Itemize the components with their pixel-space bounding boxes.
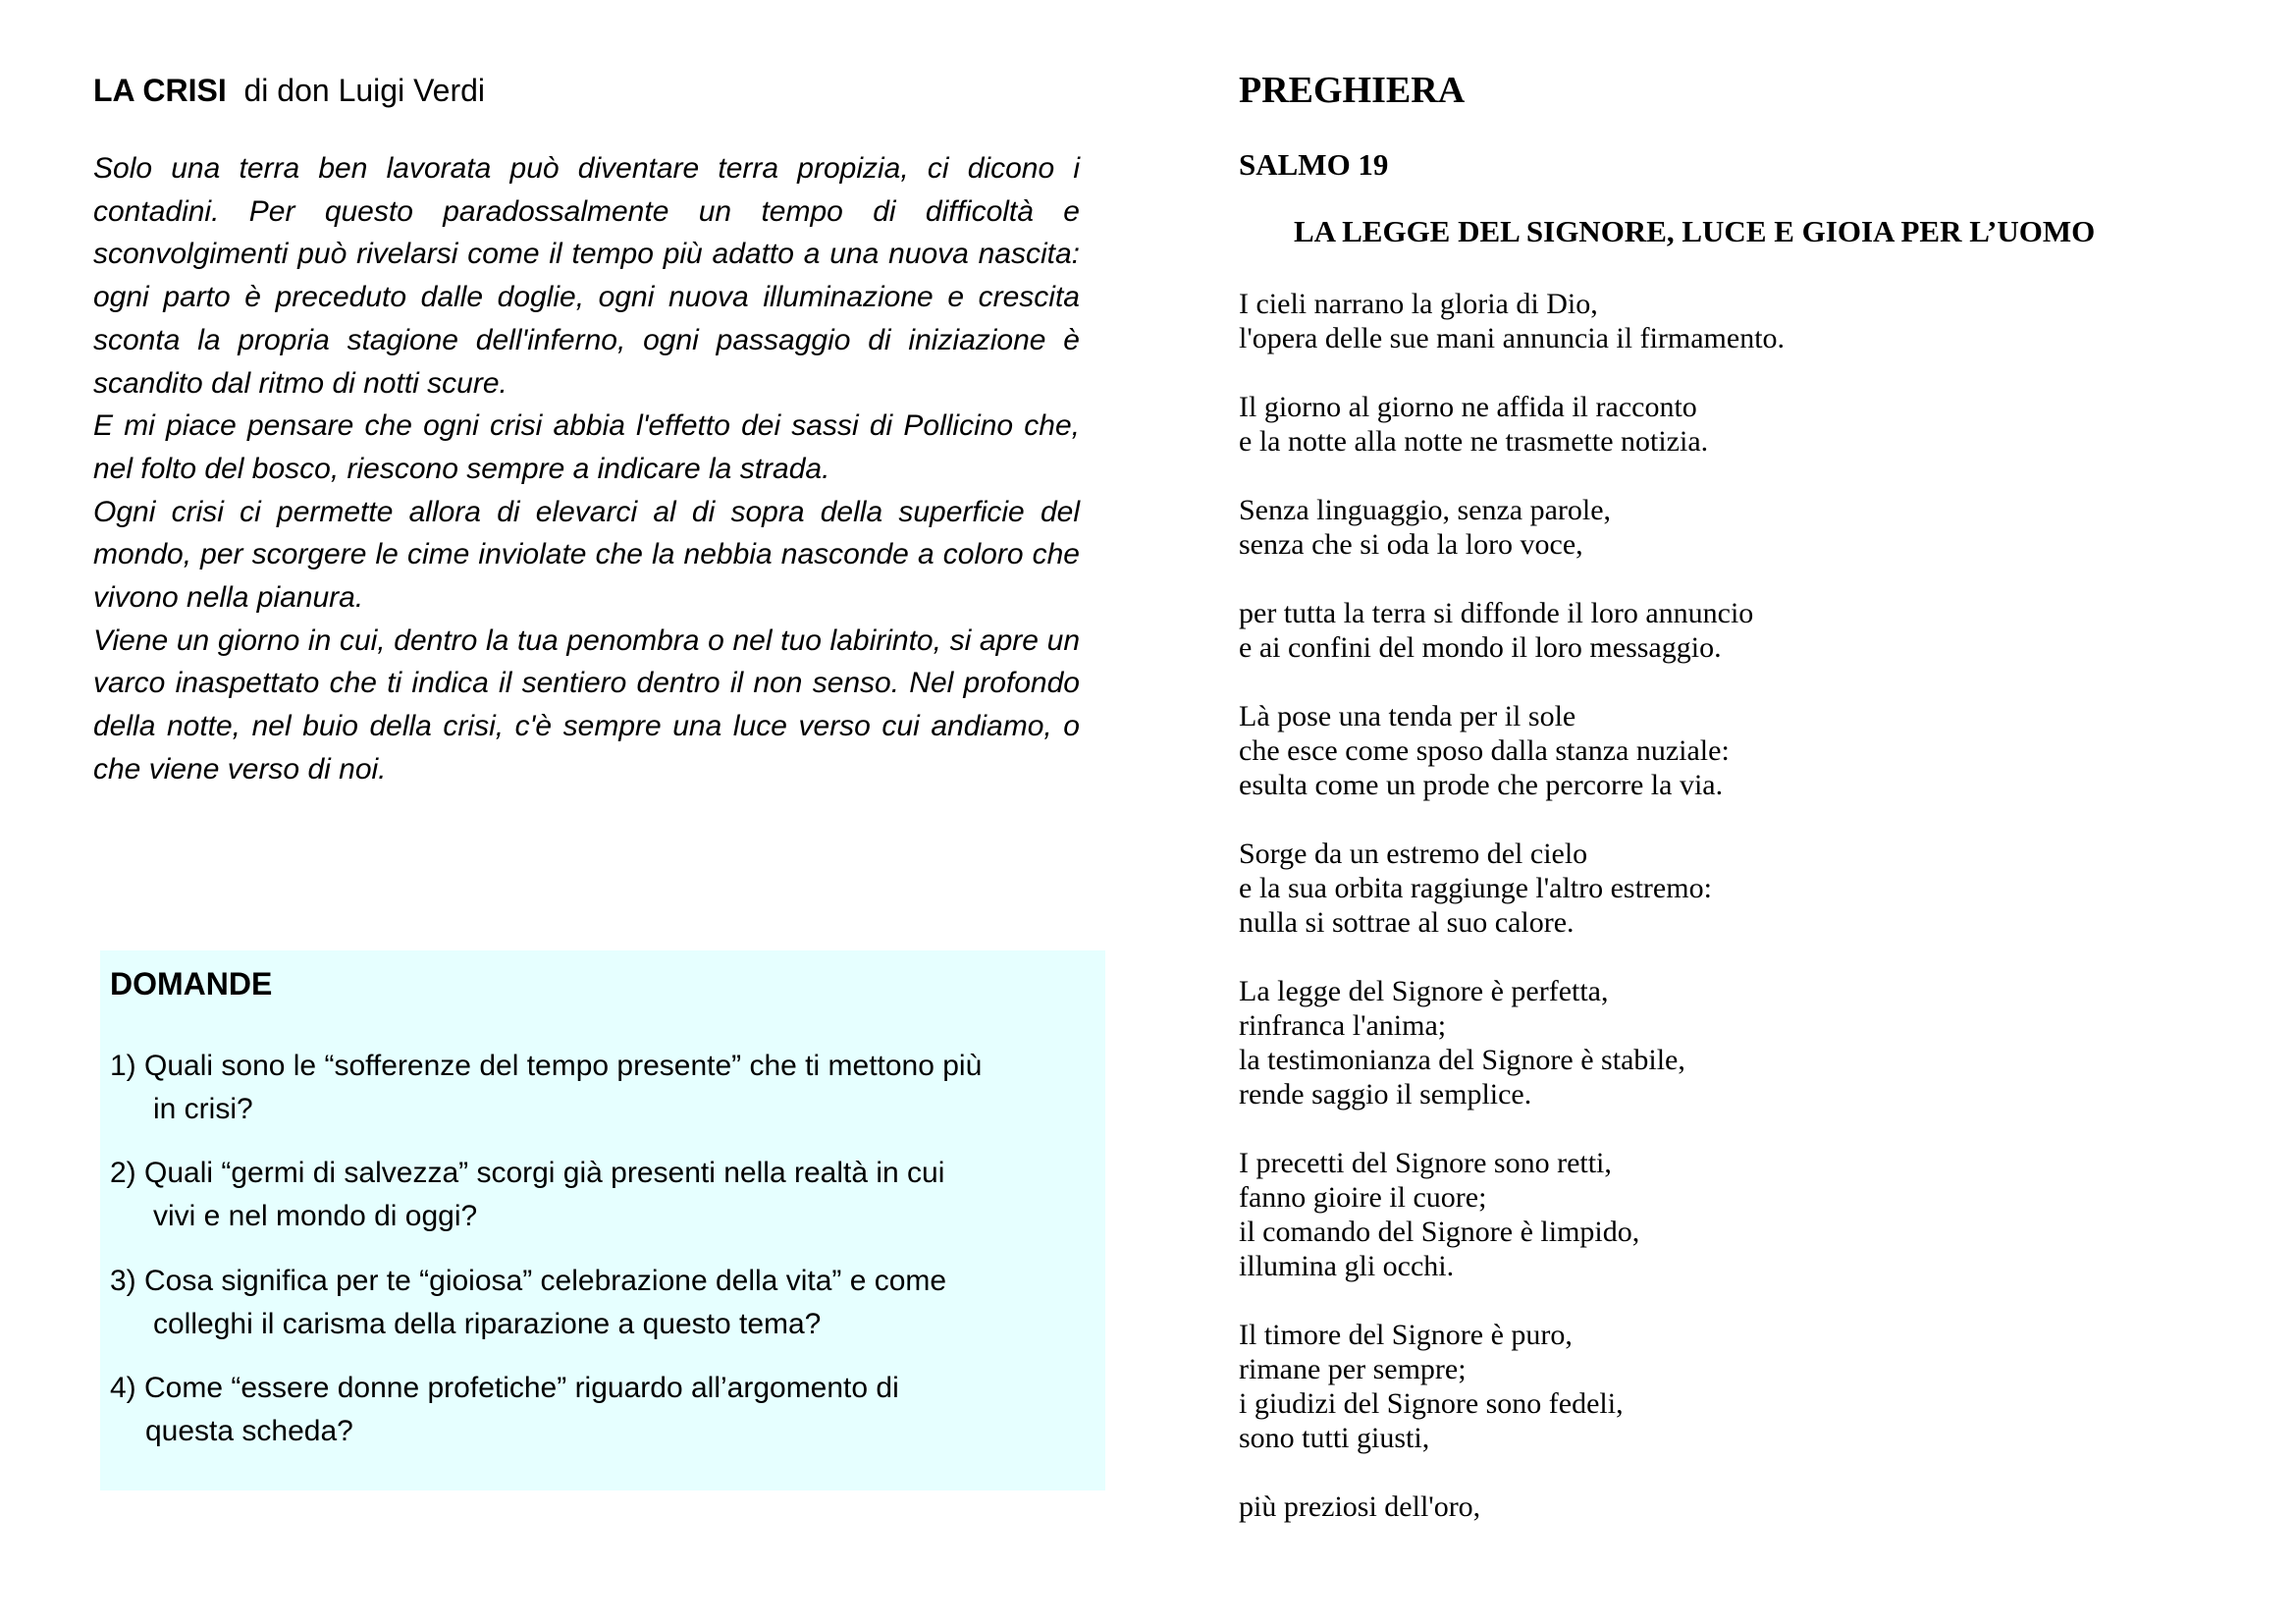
psalm-verse: Senza linguaggio, senza parole, [1239,494,1612,526]
question-text: 4) Come “essere donne profetiche” riguardo all’argomento di [110,1372,899,1405]
article-title-bold: LA CRISI [93,73,227,108]
psalm-verse: nulla si sottrae al suo calore. [1239,906,1575,939]
psalm-verse: Là pose una tenda per il sole [1239,700,1576,732]
article-paragraph: Solo una terra ben lavorata può diventare terra propizia, ci dicono i contadini. Per questo paradossalmente un tempo di difficoltà e sconvolgimenti può rivelarsi come il tempo più adatto a una nuova nascita: ogni parto è preceduto dalle doglie, ogni nuova illuminazione e crescita sconta la propria stagione dell'inferno, ogni passaggio di iniziazione è scandito dal ritmo di notti scure. [93,152,1080,400]
psalm-verse: La legge del Signore è perfetta, [1239,975,1609,1007]
psalm-verse: per tutta la terra si diffonde il loro annuncio [1239,597,1754,629]
article-paragraph: E mi piace pensare che ogni crisi abbia l'effetto dei sassi di Pollicino che, nel folto del bosco, riescono sempre a indicare la strada. [93,409,1080,485]
psalm-stanza [1239,287,2220,355]
article-title [93,69,1080,112]
psalm-verse: I cieli narrano la gloria di Dio, [1239,288,1598,320]
psalm-stanza [1239,1318,2220,1455]
psalm-verse: e la notte alla notte ne trasmette notizia. [1239,425,1709,458]
question-item [110,1260,1095,1345]
question-text-continued: colleghi il carisma della riparazione a questo tema? [153,1307,822,1340]
psalm-verse: Il timore del Signore è puro, [1239,1319,1573,1351]
psalm-number: SALMO 19 [1239,147,1389,182]
questions-box [100,950,1105,1490]
psalm-text [1239,287,2220,1524]
questions-title: DOMANDE [110,966,273,1001]
psalm-verse: l'opera delle sue mani annuncia il firmamento. [1239,322,1786,354]
question-text-continued: questa scheda? [145,1414,353,1447]
psalm-verse: fanno gioire il cuore; [1239,1181,1487,1214]
psalm-verse: e ai confini del mondo il loro messaggio. [1239,631,1722,664]
psalm-verse: il comando del Signore è limpido, [1239,1216,1640,1248]
question-item [110,1152,1095,1237]
psalm-verse: la testimonianza del Signore è stabile, [1239,1044,1685,1076]
question-text-continued: vivi e nel mondo di oggi? [153,1200,478,1233]
psalm-stanza [1239,390,2220,459]
article-column [93,69,1080,791]
psalm-stanza [1239,837,2220,940]
psalm-verse: sono tutti giusti, [1239,1422,1430,1454]
psalm-verse: rende saggio il semplice. [1239,1078,1532,1110]
article-paragraph: Viene un giorno in cui, dentro la tua penombra o nel tuo labirinto, si apre un varco inaspettato che ti indica il sentiero dentro il non senso. Nel profondo della notte, nel buio della crisi, c'è sempre una luce verso cui andiamo, o che viene verso di noi. [93,623,1080,785]
prayer-column [1239,63,2220,1558]
question-text: 1) Quali sono le “sofferenze del tempo presente” che ti mettono più [110,1050,983,1082]
psalm-verse: e la sua orbita raggiunge l'altro estremo: [1239,872,1712,904]
psalm-subtitle: LA LEGGE DEL SIGNORE, LUCE E GIOIA PER L’UOMO [1294,214,2096,248]
psalm-stanza [1239,1146,2220,1283]
psalm-verse: Sorge da un estremo del cielo [1239,838,1588,870]
psalm-verse: rinfranca l'anima; [1239,1009,1447,1042]
article-body [93,147,1080,791]
psalm-stanza [1239,974,2220,1111]
question-text: 2) Quali “germi di salvezza” scorgi già presenti nella realtà in cui [110,1157,945,1190]
question-item [110,1045,1095,1130]
psalm-verse: illumina gli occhi. [1239,1250,1455,1282]
article-paragraph: Ogni crisi ci permette allora di elevarci al di sopra della superficie del mondo, per scorgere le cime inviolate che la nebbia nasconde a coloro che vivono nella pianura. [93,495,1080,615]
psalm-verse: più preziosi dell'oro, [1239,1490,1481,1523]
psalm-verse: I precetti del Signore sono retti, [1239,1147,1612,1179]
psalm-verse: Il giorno al giorno ne affida il racconto [1239,391,1697,423]
psalm-stanza [1239,699,2220,802]
question-item [110,1367,1095,1452]
psalm-verse: i giudizi del Signore sono fedeli, [1239,1387,1624,1420]
article-author: di don Luigi Verdi [243,73,485,108]
question-text-continued: in crisi? [153,1092,253,1125]
psalm-verse: esulta come un prode che percorre la via. [1239,769,1724,801]
psalm-stanza [1239,493,2220,562]
psalm-verse: senza che si oda la loro voce, [1239,528,1583,561]
psalm-verse: rimane per sempre; [1239,1353,1467,1385]
psalm-stanza [1239,596,2220,665]
question-text: 3) Cosa significa per te “gioiosa” celebrazione della vita” e come [110,1264,947,1297]
psalm-stanza [1239,1489,2220,1524]
prayer-heading: PREGHIERA [1239,70,1466,111]
psalm-verse: che esce come sposo dalla stanza nuziale: [1239,734,1730,767]
